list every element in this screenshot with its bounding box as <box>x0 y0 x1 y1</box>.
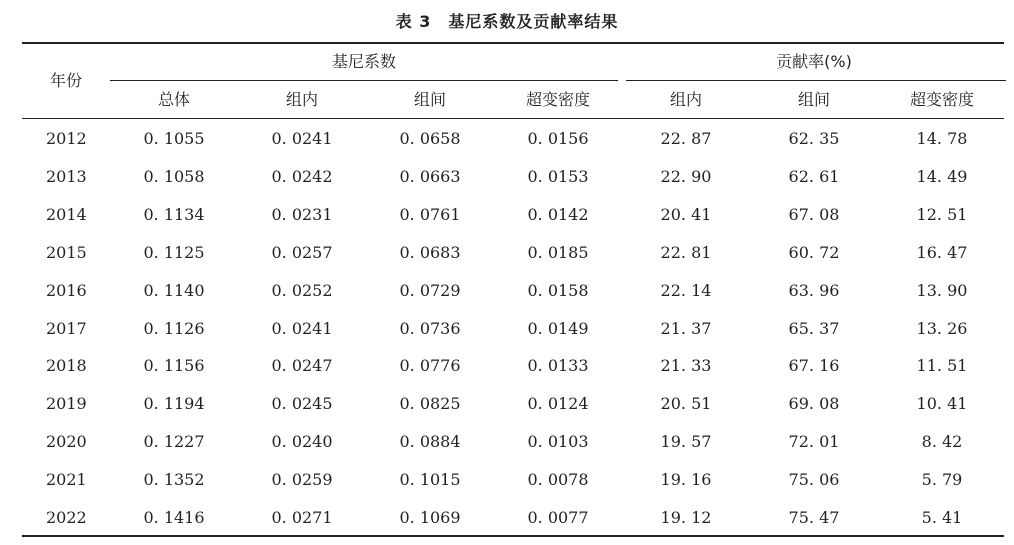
cell-contrib-between: 63. 96 <box>788 281 840 300</box>
col-header-contrib-transvariation: 超变密度 <box>909 90 975 109</box>
cell-gini-total: 0. 1416 <box>143 508 205 527</box>
cell-gini-within: 0. 0245 <box>271 394 333 413</box>
cell-gini-between: 0. 0663 <box>399 167 461 186</box>
cell-contrib-within: 21. 33 <box>660 356 712 375</box>
cell-contrib-between: 62. 61 <box>788 167 840 186</box>
col-header-gini-between: 组间 <box>413 90 447 109</box>
cell-contrib-between: 75. 06 <box>788 470 840 489</box>
cell-contrib-within: 21. 37 <box>660 319 712 338</box>
cell-gini-total: 0. 1058 <box>143 167 205 186</box>
cell-gini-between: 0. 0736 <box>399 319 461 338</box>
cell-gini-between: 0. 0884 <box>399 432 461 451</box>
cell-gini-total: 0. 1134 <box>143 205 205 224</box>
cell-gini-between: 0. 0776 <box>399 356 461 375</box>
cell-gini-total: 0. 1156 <box>143 356 205 375</box>
bottom-rule <box>22 535 1004 537</box>
cell-gini-transvariation: 0. 0077 <box>527 508 589 527</box>
cell-year: 2018 <box>46 356 87 375</box>
cell-contrib-transvariation: 16. 47 <box>916 243 968 262</box>
cell-gini-transvariation: 0. 0149 <box>527 319 589 338</box>
cell-contrib-within: 19. 16 <box>660 470 712 489</box>
cell-contrib-transvariation: 13. 90 <box>916 281 968 300</box>
cell-year: 2019 <box>46 394 87 413</box>
top-rule <box>22 42 1004 44</box>
cell-year: 2015 <box>46 243 87 262</box>
cell-year: 2014 <box>46 205 87 224</box>
cell-gini-between: 0. 0825 <box>399 394 461 413</box>
cell-gini-total: 0. 1140 <box>143 281 205 300</box>
cell-gini-within: 0. 0259 <box>271 470 333 489</box>
cell-gini-between: 0. 0761 <box>399 205 461 224</box>
cell-gini-transvariation: 0. 0078 <box>527 470 589 489</box>
cell-year: 2017 <box>46 319 87 338</box>
cell-contrib-within: 22. 90 <box>660 167 712 186</box>
cell-gini-between: 0. 1069 <box>399 508 461 527</box>
cell-gini-transvariation: 0. 0158 <box>527 281 589 300</box>
cell-contrib-within: 19. 57 <box>660 432 712 451</box>
cell-contrib-transvariation: 8. 42 <box>921 432 963 451</box>
cell-gini-transvariation: 0. 0142 <box>527 205 589 224</box>
header-rule <box>22 118 1004 119</box>
col-header-contrib-between: 组间 <box>797 90 831 109</box>
cell-gini-total: 0. 1126 <box>143 319 205 338</box>
cell-contrib-between: 60. 72 <box>788 243 840 262</box>
cell-gini-within: 0. 0241 <box>271 319 333 338</box>
cell-gini-within: 0. 0252 <box>271 281 333 300</box>
cell-year: 2012 <box>46 129 87 148</box>
cell-gini-transvariation: 0. 0133 <box>527 356 589 375</box>
cell-year: 2013 <box>46 167 87 186</box>
cell-contrib-between: 67. 08 <box>788 205 840 224</box>
col-header-gini-total: 总体 <box>157 90 191 109</box>
cell-gini-within: 0. 0271 <box>271 508 333 527</box>
cell-contrib-between: 62. 35 <box>788 129 840 148</box>
cell-contrib-between: 65. 37 <box>788 319 840 338</box>
col-header-contrib-within: 组内 <box>669 90 703 109</box>
cell-year: 2020 <box>46 432 87 451</box>
cell-contrib-within: 19. 12 <box>660 508 712 527</box>
year-header: 年份 <box>49 71 83 90</box>
cell-year: 2021 <box>46 470 87 489</box>
cell-gini-transvariation: 0. 0185 <box>527 243 589 262</box>
cell-gini-between: 0. 1015 <box>399 470 461 489</box>
cell-gini-within: 0. 0247 <box>271 356 333 375</box>
cell-gini-total: 0. 1125 <box>143 243 205 262</box>
cell-contrib-transvariation: 10. 41 <box>916 394 968 413</box>
cell-gini-total: 0. 1194 <box>143 394 205 413</box>
contrib-group-header: 贡献率(%) <box>776 52 852 71</box>
cell-gini-transvariation: 0. 0124 <box>527 394 589 413</box>
cell-gini-between: 0. 0683 <box>399 243 461 262</box>
cell-gini-total: 0. 1352 <box>143 470 205 489</box>
cell-gini-within: 0. 0257 <box>271 243 333 262</box>
cell-year: 2022 <box>46 508 87 527</box>
cell-contrib-between: 75. 47 <box>788 508 840 527</box>
cell-gini-transvariation: 0. 0103 <box>527 432 589 451</box>
cell-gini-within: 0. 0231 <box>271 205 333 224</box>
cell-gini-within: 0. 0240 <box>271 432 333 451</box>
cell-contrib-transvariation: 12. 51 <box>916 205 968 224</box>
cell-contrib-within: 22. 81 <box>660 243 712 262</box>
cell-gini-transvariation: 0. 0156 <box>527 129 589 148</box>
cell-contrib-between: 69. 08 <box>788 394 840 413</box>
cell-contrib-transvariation: 13. 26 <box>916 319 968 338</box>
cell-contrib-transvariation: 5. 41 <box>921 508 963 527</box>
cell-gini-total: 0. 1055 <box>143 129 205 148</box>
table-caption: 表 3 基尼系数及贡献率结果 <box>395 12 619 31</box>
contrib-group-rule <box>626 80 1006 81</box>
cell-contrib-between: 67. 16 <box>788 356 840 375</box>
cell-contrib-within: 20. 51 <box>660 394 712 413</box>
cell-gini-total: 0. 1227 <box>143 432 205 451</box>
cell-gini-between: 0. 0658 <box>399 129 461 148</box>
cell-contrib-between: 72. 01 <box>788 432 840 451</box>
cell-contrib-transvariation: 14. 49 <box>916 167 968 186</box>
gini-group-rule <box>110 80 618 81</box>
cell-contrib-within: 22. 14 <box>660 281 712 300</box>
cell-gini-within: 0. 0242 <box>271 167 333 186</box>
cell-year: 2016 <box>46 281 87 300</box>
cell-contrib-transvariation: 5. 79 <box>921 470 963 489</box>
col-header-gini-transvariation: 超变密度 <box>525 90 591 109</box>
cell-gini-within: 0. 0241 <box>271 129 333 148</box>
cell-contrib-within: 20. 41 <box>660 205 712 224</box>
cell-contrib-within: 22. 87 <box>660 129 712 148</box>
cell-contrib-transvariation: 11. 51 <box>916 356 968 375</box>
gini-group-header: 基尼系数 <box>331 52 397 71</box>
cell-gini-between: 0. 0729 <box>399 281 461 300</box>
cell-gini-transvariation: 0. 0153 <box>527 167 589 186</box>
cell-contrib-transvariation: 14. 78 <box>916 129 968 148</box>
col-header-gini-within: 组内 <box>285 90 319 109</box>
